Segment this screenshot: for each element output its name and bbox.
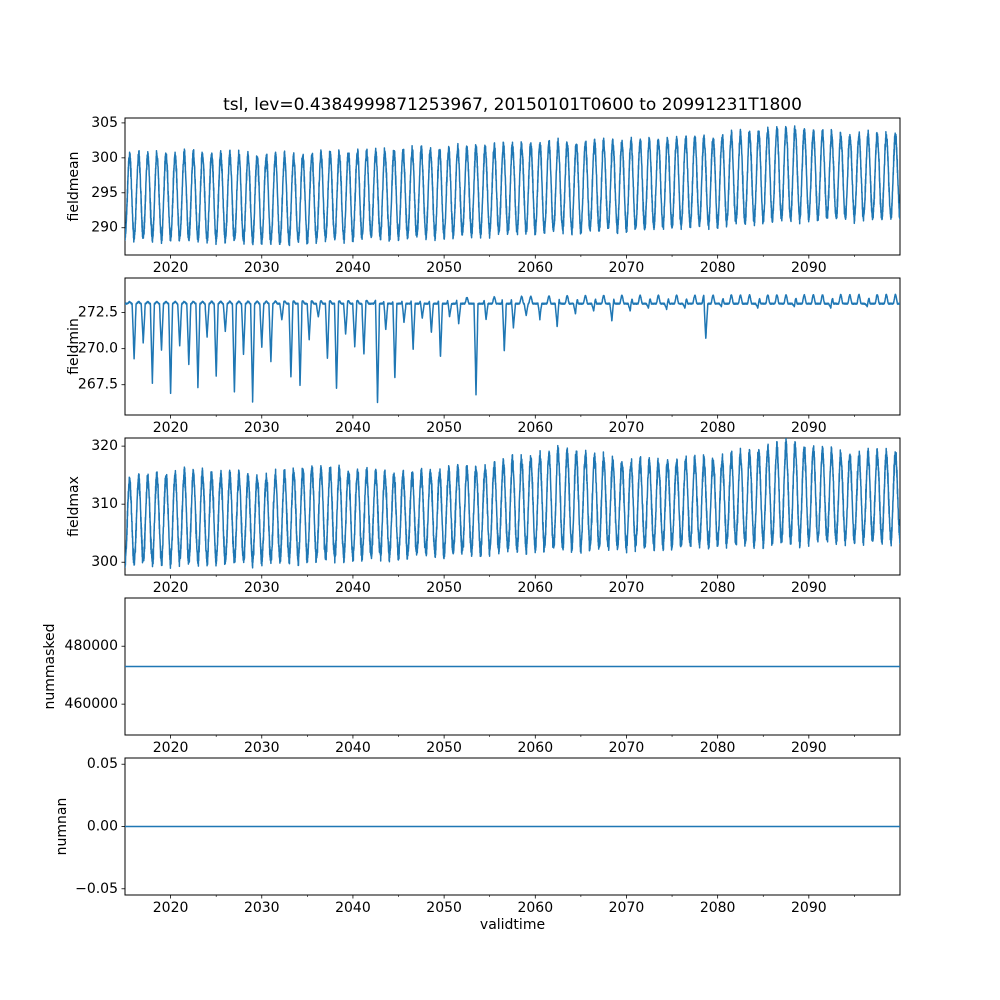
y-tick-label: 0.05 — [86, 756, 118, 773]
x-tick-label: 2040 — [335, 580, 371, 596]
figure-title: tsl, lev=0.4384999871253967, 20150101T0600 to 20991231T1800 — [223, 95, 802, 115]
x-tick-label: 2060 — [517, 900, 554, 916]
x-tick-label: 2090 — [791, 580, 827, 596]
x-tick-label: 2080 — [699, 260, 736, 276]
x-tick-label: 2040 — [335, 900, 371, 916]
y-tick-label: 310 — [91, 496, 118, 513]
x-tick-label: 2070 — [608, 740, 645, 756]
x-axis-label: validtime — [479, 917, 546, 933]
x-tick-label: 2080 — [699, 580, 736, 596]
axes-frame — [125, 278, 900, 415]
y-tick-label: 305 — [91, 114, 118, 131]
ylabel-fieldmin: fieldmin — [66, 318, 82, 375]
x-tick-label: 2090 — [791, 260, 827, 276]
subplot-numnan — [54, 756, 900, 916]
y-tick-label: 300 — [91, 554, 118, 571]
ylabel-numnan: numnan — [54, 797, 70, 856]
x-tick-label: 2060 — [517, 420, 554, 436]
series-line-fieldmin — [125, 294, 900, 402]
x-tick-label: 2060 — [517, 260, 554, 276]
x-tick-label: 2090 — [791, 420, 827, 436]
x-tick-label: 2070 — [608, 420, 645, 436]
subplot-fieldmax — [66, 438, 900, 596]
y-tick-label: 460000 — [64, 696, 118, 713]
x-tick-label: 2030 — [243, 260, 280, 276]
series-line-fieldmean — [125, 126, 900, 246]
subplot-fieldmean — [66, 115, 900, 276]
x-tick-label: 2030 — [243, 740, 280, 756]
x-tick-label: 2030 — [243, 580, 280, 596]
y-tick-label: 320 — [91, 438, 118, 455]
y-tick-label: 480000 — [64, 638, 118, 655]
y-tick-label: 267.5 — [77, 376, 118, 393]
x-tick-label: 2080 — [699, 420, 736, 436]
x-tick-label: 2070 — [608, 580, 645, 596]
ylabel-fieldmax: fieldmax — [66, 476, 82, 537]
x-tick-label: 2040 — [335, 420, 371, 436]
x-tick-label: 2070 — [608, 260, 645, 276]
x-tick-label: 2060 — [517, 740, 554, 756]
x-tick-label: 2090 — [791, 740, 827, 756]
y-tick-label: 300 — [91, 149, 118, 166]
subplot-fieldmin — [66, 278, 900, 436]
x-tick-label: 2020 — [152, 420, 189, 436]
x-tick-label: 2020 — [152, 740, 189, 756]
x-tick-label: 2040 — [335, 740, 371, 756]
series-line-fieldmax — [125, 439, 900, 569]
x-tick-label: 2070 — [608, 900, 645, 916]
x-tick-label: 2080 — [699, 740, 736, 756]
ylabel-fieldmean: fieldmean — [66, 151, 82, 222]
y-tick-label: 290 — [91, 219, 118, 236]
y-tick-label: 295 — [91, 184, 118, 201]
x-tick-label: 2050 — [426, 420, 462, 436]
x-tick-label: 2090 — [791, 900, 827, 916]
x-tick-label: 2020 — [152, 580, 189, 596]
x-tick-label: 2020 — [152, 260, 189, 276]
y-tick-label: −0.05 — [75, 880, 118, 897]
x-tick-label: 2060 — [517, 580, 554, 596]
ylabel-nummasked: nummasked — [42, 623, 58, 710]
subplot-nummasked — [42, 598, 900, 756]
x-tick-label: 2050 — [426, 740, 462, 756]
x-tick-label: 2050 — [426, 260, 462, 276]
y-tick-label: 272.5 — [77, 304, 118, 321]
x-tick-label: 2050 — [426, 900, 462, 916]
y-tick-label: 0.00 — [86, 818, 118, 835]
x-tick-label: 2020 — [152, 900, 189, 916]
y-tick-label: 270.0 — [77, 340, 118, 357]
x-tick-label: 2080 — [699, 900, 736, 916]
x-tick-label: 2050 — [426, 580, 462, 596]
x-tick-label: 2030 — [243, 420, 280, 436]
x-tick-label: 2040 — [335, 260, 371, 276]
x-tick-label: 2030 — [243, 900, 280, 916]
